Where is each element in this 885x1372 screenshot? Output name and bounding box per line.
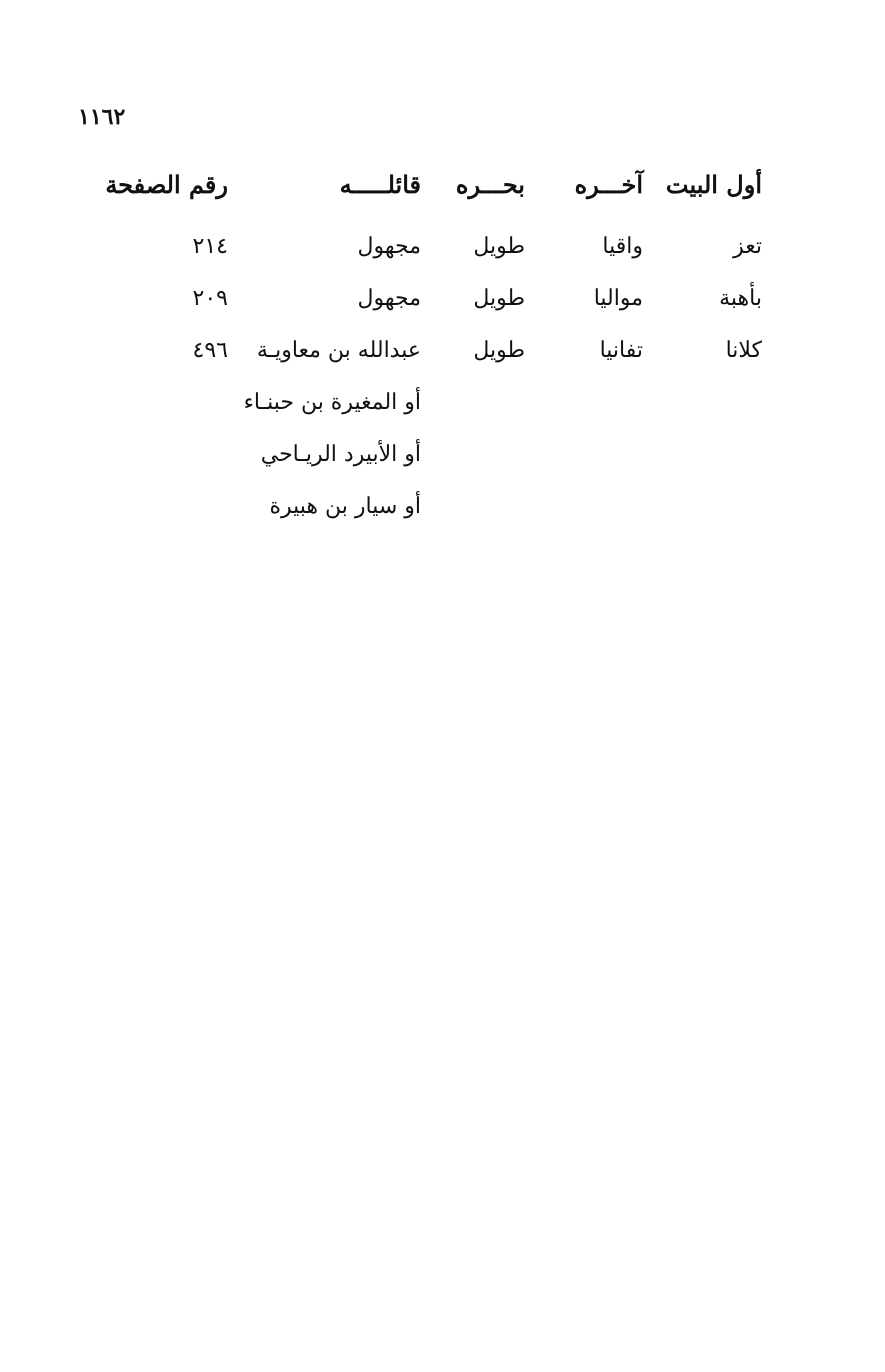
row-poet: مجهول <box>357 286 421 311</box>
poet-alternative: أو الأبيرد الريـاحي <box>260 442 421 467</box>
row-page: ٢٠٩ <box>192 286 228 311</box>
row-meter: طويل <box>473 234 525 259</box>
page-number: ١١٦٢ <box>78 104 126 130</box>
poet-alternative: أو سيار بن هبيرة <box>269 494 421 519</box>
row-last-word: تفانيا <box>599 338 643 363</box>
row-poet: عبدالله بن معاويـة <box>256 338 421 363</box>
poet-alternative: أو المغيرة بن حبنـاء <box>243 390 421 415</box>
row-page: ٢١٤ <box>192 234 228 259</box>
row-first-word: بأهبة <box>719 286 762 311</box>
header-first-word: أول البيت <box>665 170 762 199</box>
row-last-word: واقيا <box>602 234 643 259</box>
row-meter: طويل <box>473 338 525 363</box>
header-meter: بحـــره <box>455 170 525 199</box>
header-last-word: آخـــره <box>574 170 643 199</box>
row-first-word: تعز <box>733 234 762 259</box>
row-poet: مجهول <box>357 234 421 259</box>
row-meter: طويل <box>473 286 525 311</box>
row-page: ٤٩٦ <box>192 338 228 363</box>
row-first-word: كلانا <box>725 338 762 363</box>
header-page-number: رقم الصفحة <box>105 170 228 199</box>
row-last-word: مواليا <box>593 286 643 311</box>
header-poet: قائلـــــه <box>339 170 421 199</box>
